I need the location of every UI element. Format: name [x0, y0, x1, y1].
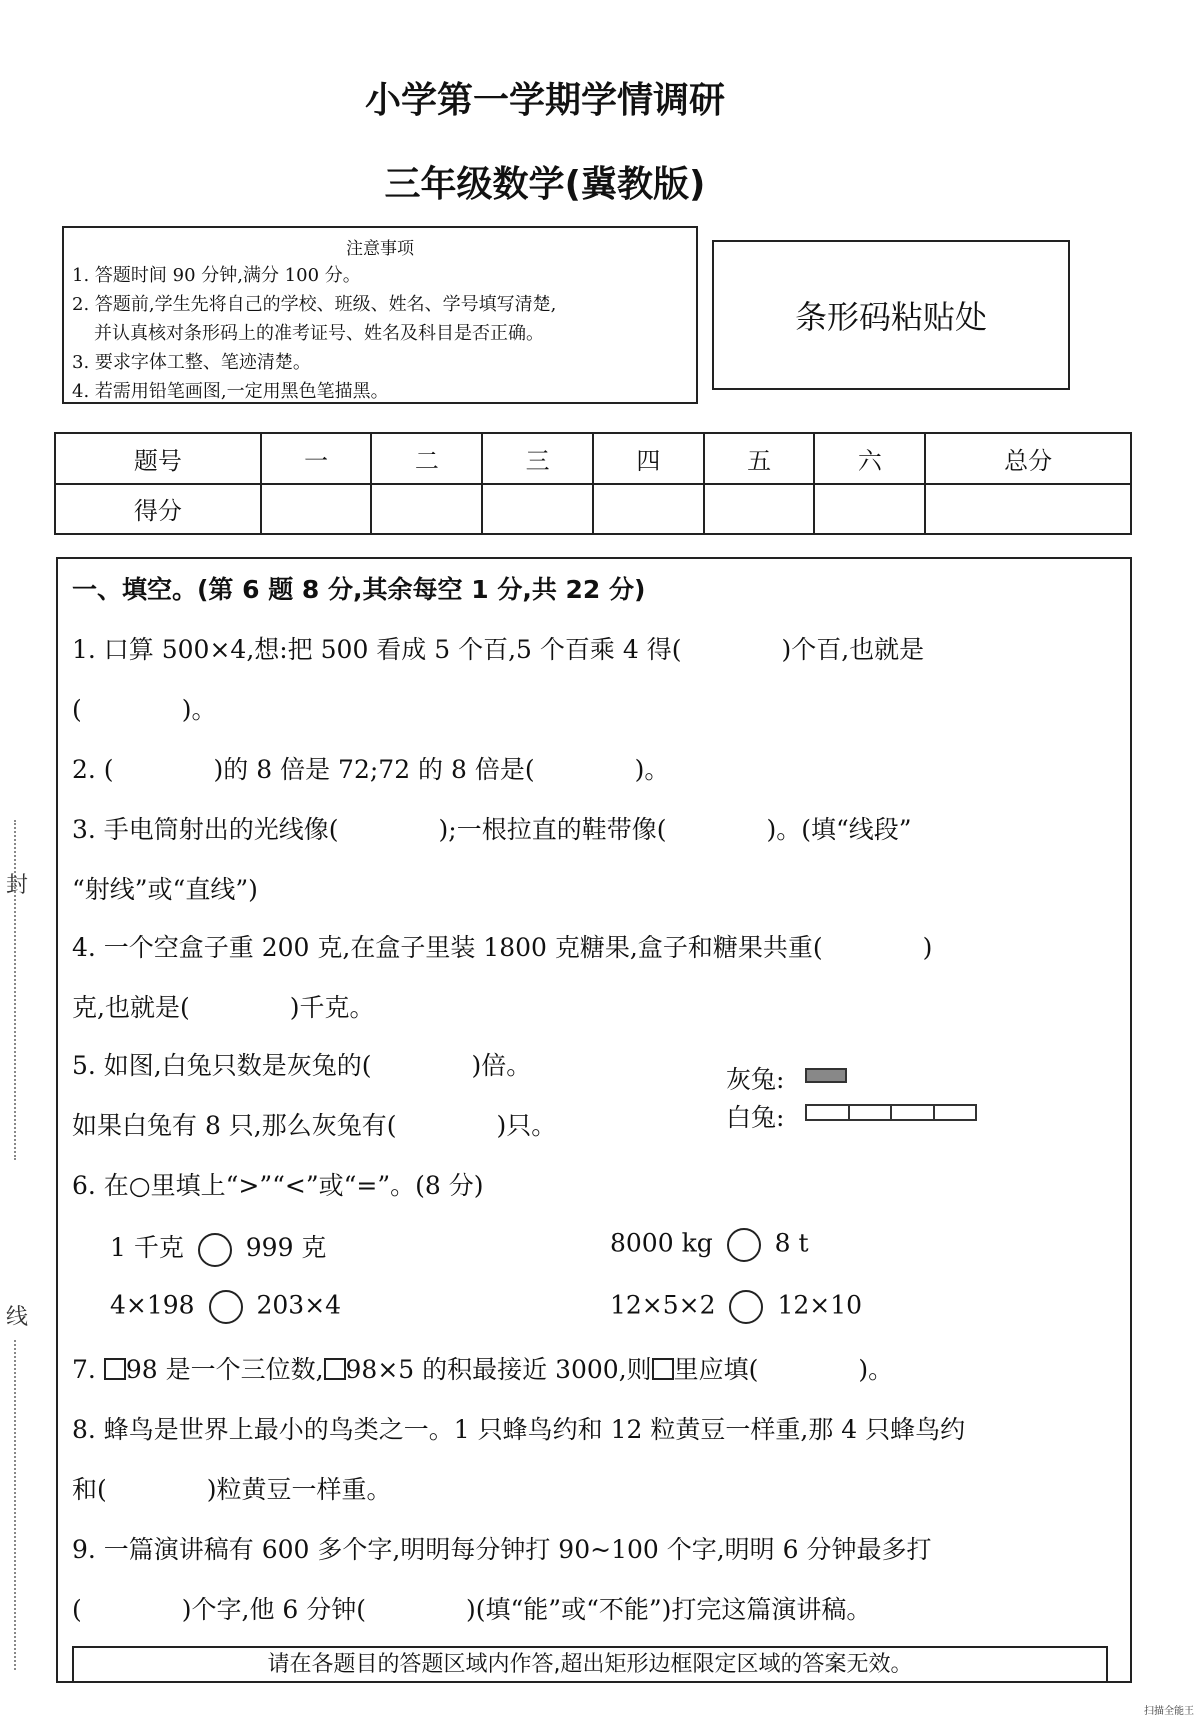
compare-item — [610, 1228, 809, 1262]
question-4-line-2: 克,也就是( )千克。 — [72, 993, 375, 1022]
compare-left: 1 千克 — [110, 1233, 184, 1262]
answer-area-notice: 请在各题目的答题区域内作答,超出矩形边框限定区域的答案无效。 — [72, 1646, 1108, 1683]
blank-square[interactable] — [104, 1358, 126, 1380]
question-7 — [72, 1350, 893, 1386]
gray-rabbit-label: 灰兔: — [726, 1065, 785, 1094]
compare-right: 203×4 — [256, 1290, 342, 1320]
barcode-label: 条形码粘贴处 — [794, 298, 987, 336]
notice-box — [62, 226, 698, 404]
score-header-cell: 总分 — [925, 433, 1131, 484]
notice-line: 4. 若需用铅笔画图,一定用黑色笔描黑。 — [72, 381, 389, 402]
question-9-line-2: ( )个字,他 6 分钟( )(填“能”或“不能”)打完这篇演讲稿。 — [72, 1595, 872, 1624]
score-cell[interactable] — [371, 484, 482, 535]
score-table — [54, 432, 1132, 535]
q7-number: 7. — [72, 1355, 104, 1384]
question-3-line-1: 3. 手电筒射出的光线像( );一根拉直的鞋带像( )。(填“线段” — [72, 815, 912, 844]
notice-line: 并认真核对条形码上的准考证号、姓名及科目是否正确。 — [94, 323, 544, 344]
notice-line: 3. 要求字体工整、笔迹清楚。 — [72, 352, 311, 373]
compare-left: 12×5×2 — [610, 1290, 716, 1320]
compare-right: 8 t — [774, 1228, 809, 1258]
compare-left: 8000 kg — [610, 1228, 713, 1258]
scanner-watermark: 扫描全能王 — [1144, 1706, 1194, 1717]
score-header-cell: 题号 — [55, 433, 261, 484]
bar-segment — [807, 1106, 850, 1119]
gray-rabbit-bar — [805, 1068, 847, 1083]
line-margin-mark: 线 — [6, 1305, 29, 1330]
white-rabbit-label: 白兔: — [726, 1103, 785, 1132]
score-cell[interactable] — [704, 484, 815, 535]
score-cell[interactable] — [593, 484, 704, 535]
bar-segment — [892, 1106, 935, 1119]
compare-item — [110, 1290, 341, 1324]
page-subtitle: 三年级数学(冀教版) — [384, 164, 706, 205]
compare-right: 12×10 — [777, 1290, 863, 1320]
score-cell[interactable] — [482, 484, 593, 535]
question-6: 6. 在○里填上“>”“<”或“=”。(8 分) — [72, 1171, 484, 1200]
seal-margin-mark: 封 — [6, 873, 29, 898]
blank-square[interactable] — [324, 1358, 346, 1380]
score-header-cell: 五 — [704, 433, 815, 484]
score-header-cell: 四 — [593, 433, 704, 484]
score-cell[interactable] — [925, 484, 1131, 535]
compare-circle[interactable] — [729, 1290, 763, 1324]
notice-line: 1. 答题时间 90 分钟,满分 100 分。 — [72, 265, 361, 286]
compare-circle[interactable] — [198, 1233, 232, 1267]
question-5-line-2: 如果白兔有 8 只,那么灰兔有( )只。 — [72, 1111, 557, 1140]
compare-item — [610, 1290, 862, 1324]
question-2: 2. ( )的 8 倍是 72;72 的 8 倍是( )。 — [72, 755, 670, 784]
bar-segment — [850, 1106, 893, 1119]
question-1-line-2: ( )。 — [72, 695, 217, 724]
compare-circle[interactable] — [209, 1290, 243, 1324]
section-heading: 一、填空。(第 6 题 8 分,其余每空 1 分,共 22 分) — [72, 575, 646, 604]
score-row-label: 得分 — [55, 484, 261, 535]
compare-right: 999 克 — [245, 1233, 327, 1262]
compare-circle[interactable] — [727, 1228, 761, 1262]
barcode-area — [712, 240, 1070, 390]
blank-square[interactable] — [652, 1358, 674, 1380]
score-table-header-row — [55, 433, 1131, 484]
page-title: 小学第一学期学情调研 — [364, 80, 725, 121]
score-header-cell: 六 — [814, 433, 925, 484]
q7-text: 98×5 的积最接近 3000,则 — [345, 1355, 652, 1384]
question-1-line-1: 1. 口算 500×4,想:把 500 看成 5 个百,5 个百乘 4 得( )个百,也就是 — [72, 635, 925, 664]
score-header-cell: 一 — [261, 433, 372, 484]
score-cell[interactable] — [814, 484, 925, 535]
question-4-line-1: 4. 一个空盒子重 200 克,在盒子里装 1800 克糖果,盒子和糖果共重( ) — [72, 933, 933, 962]
compare-left: 4×198 — [110, 1290, 195, 1320]
bar-segment — [935, 1106, 976, 1119]
question-8-line-2: 和( )粒黄豆一样重。 — [72, 1475, 392, 1504]
question-8-line-1: 8. 蜂鸟是世界上最小的鸟类之一。1 只蜂鸟约和 12 粒黄豆一样重,那 4 只蜂鸟约 — [72, 1415, 966, 1444]
question-9-line-1: 9. 一篇演讲稿有 600 多个字,明明每分钟打 90~100 个字,明明 6 分钟最多打 — [72, 1535, 932, 1564]
binding-dotted-line — [14, 1340, 18, 1670]
notice-heading: 注意事项 — [346, 239, 414, 259]
notice-line: 2. 答题前,学生先将自己的学校、班级、姓名、学号填写清楚, — [72, 294, 557, 315]
question-5-line-1: 5. 如图,白兔只数是灰兔的( )倍。 — [72, 1051, 532, 1080]
score-cell[interactable] — [261, 484, 372, 535]
question-3-line-2: “射线”或“直线”) — [72, 875, 258, 904]
q7-text: 98 是一个三位数, — [125, 1355, 324, 1384]
score-header-cell: 二 — [371, 433, 482, 484]
compare-item — [110, 1228, 326, 1267]
score-header-cell: 三 — [482, 433, 593, 484]
white-rabbit-bar — [805, 1104, 977, 1121]
q7-text: 里应填( )。 — [673, 1355, 894, 1384]
score-table-score-row — [55, 484, 1131, 535]
